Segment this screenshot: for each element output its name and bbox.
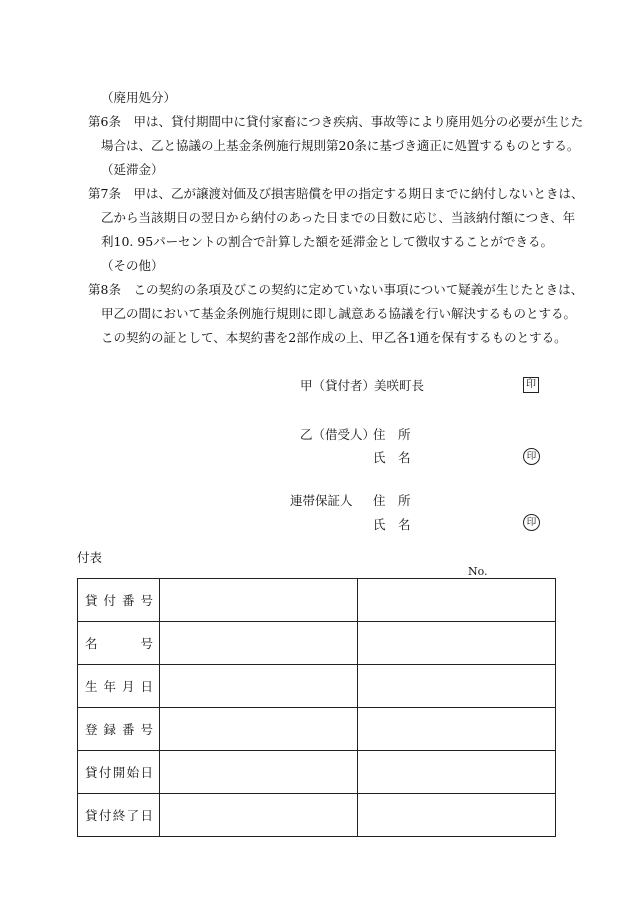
closing-sentence: この契約の証として、本契約書を2部作成の上、甲乙各1通を保有するものとする。 bbox=[101, 330, 567, 345]
otsu-seal-circle-icon: 印 bbox=[523, 448, 540, 465]
guarantor-name-label: 氏 名 bbox=[373, 517, 411, 532]
row-label-char: 月 bbox=[121, 679, 135, 694]
row-label-char: 開 bbox=[112, 765, 126, 780]
article-7-line-3: 利10. 95パーセントの割合で計算した額を延滞金として徴収することができる。 bbox=[101, 234, 554, 249]
row-label-cell bbox=[78, 622, 160, 665]
row-label-cell bbox=[78, 665, 160, 708]
otsu-label: 乙（借受人） bbox=[300, 427, 376, 442]
row-label-char: 日 bbox=[140, 808, 153, 823]
appendix-table bbox=[77, 578, 556, 837]
value-cell[interactable] bbox=[358, 579, 556, 622]
article-6-line-1: 第6条 甲は、貸付期間中に貸付家畜につき疾病、事故等により廃用処分の必要が生じた bbox=[88, 114, 584, 129]
row-label bbox=[78, 591, 159, 609]
row-label-char: 了 bbox=[126, 808, 140, 823]
otsu-address-label: 住 所 bbox=[373, 427, 411, 442]
guarantor-label: 連帯保証人 bbox=[290, 493, 353, 508]
row-label-cell bbox=[78, 708, 160, 751]
row-label-char: 号 bbox=[140, 593, 153, 608]
row-label-char: 名 bbox=[85, 636, 98, 651]
row-label-char: 貸 bbox=[85, 765, 98, 780]
row-label-char: 登 bbox=[85, 722, 98, 737]
table-row bbox=[78, 708, 556, 751]
row-label-char: 番 bbox=[121, 722, 135, 737]
row-label bbox=[78, 806, 159, 824]
article-7-line-2: 乙から当該期日の翌日から納付のあった日までの日数に応じ、当該納付額につき、年 bbox=[101, 210, 576, 225]
article-7-line-1: 第7条 甲は、乙が譲渡対価及び損害賠償を甲の指定する期日までに納付しないときは、 bbox=[88, 186, 584, 201]
otsu-name-label: 氏 名 bbox=[373, 450, 411, 465]
article-6-line-2: 場合は、乙と協議の上基金条例施行規則第20条に基づき適正に処置するものとする。 bbox=[101, 138, 580, 153]
row-label-cell bbox=[78, 751, 160, 794]
row-label-char: 日 bbox=[140, 679, 153, 694]
guarantor-seal-circle-icon: 印 bbox=[523, 514, 540, 531]
row-label-char: 付 bbox=[98, 765, 112, 780]
row-label-char: 生 bbox=[85, 679, 98, 694]
row-label-char: 号 bbox=[140, 722, 153, 737]
value-cell[interactable] bbox=[358, 708, 556, 751]
row-label bbox=[78, 720, 159, 738]
row-label bbox=[78, 763, 159, 781]
row-label-char: 始 bbox=[126, 765, 140, 780]
table-row bbox=[78, 622, 556, 665]
value-cell[interactable] bbox=[160, 579, 358, 622]
article-8-line-1: 第8条 この契約の条項及びこの契約に定めていない事項について疑義が生じたときは、 bbox=[88, 282, 584, 297]
row-label-char: 日 bbox=[140, 765, 153, 780]
kou-name: 美咲町長 bbox=[374, 378, 425, 393]
row-label bbox=[78, 677, 159, 695]
value-cell[interactable] bbox=[160, 622, 358, 665]
heading-haiyo: （廃用処分） bbox=[101, 90, 177, 105]
row-label-char: 録 bbox=[103, 722, 116, 737]
no-label: No. bbox=[468, 565, 488, 578]
value-cell[interactable] bbox=[160, 708, 358, 751]
row-label-char: 貸 bbox=[85, 593, 98, 608]
heading-sonota: （その他） bbox=[101, 258, 164, 273]
row-label-char: 貸 bbox=[85, 808, 98, 823]
row-label-char: 年 bbox=[103, 679, 116, 694]
value-cell[interactable] bbox=[358, 794, 556, 837]
appendix-title: 付表 bbox=[77, 550, 103, 565]
row-label-cell bbox=[78, 794, 160, 837]
row-label-char: 番 bbox=[121, 593, 135, 608]
table-row bbox=[78, 579, 556, 622]
guarantor-address-label: 住 所 bbox=[373, 493, 411, 508]
table-row bbox=[78, 751, 556, 794]
value-cell[interactable] bbox=[160, 794, 358, 837]
seal-square-icon: 印 bbox=[523, 377, 539, 393]
row-label-char: 号 bbox=[140, 636, 153, 651]
article-8-line-2: 甲乙の間において基金条例施行規則に即し誠意ある協議を行い解決するものとする。 bbox=[101, 306, 577, 321]
kou-label: 甲（貸付者） bbox=[300, 378, 376, 393]
value-cell[interactable] bbox=[160, 665, 358, 708]
heading-entai: （延滞金） bbox=[101, 162, 164, 177]
value-cell[interactable] bbox=[160, 751, 358, 794]
row-label-cell bbox=[78, 579, 160, 622]
value-cell[interactable] bbox=[358, 751, 556, 794]
row-label-char: 付 bbox=[103, 593, 116, 608]
table-row bbox=[78, 794, 556, 837]
table-row bbox=[78, 665, 556, 708]
value-cell[interactable] bbox=[358, 665, 556, 708]
row-label-char: 終 bbox=[112, 808, 126, 823]
row-label-char: 付 bbox=[98, 808, 112, 823]
value-cell[interactable] bbox=[358, 622, 556, 665]
row-label bbox=[78, 634, 159, 652]
